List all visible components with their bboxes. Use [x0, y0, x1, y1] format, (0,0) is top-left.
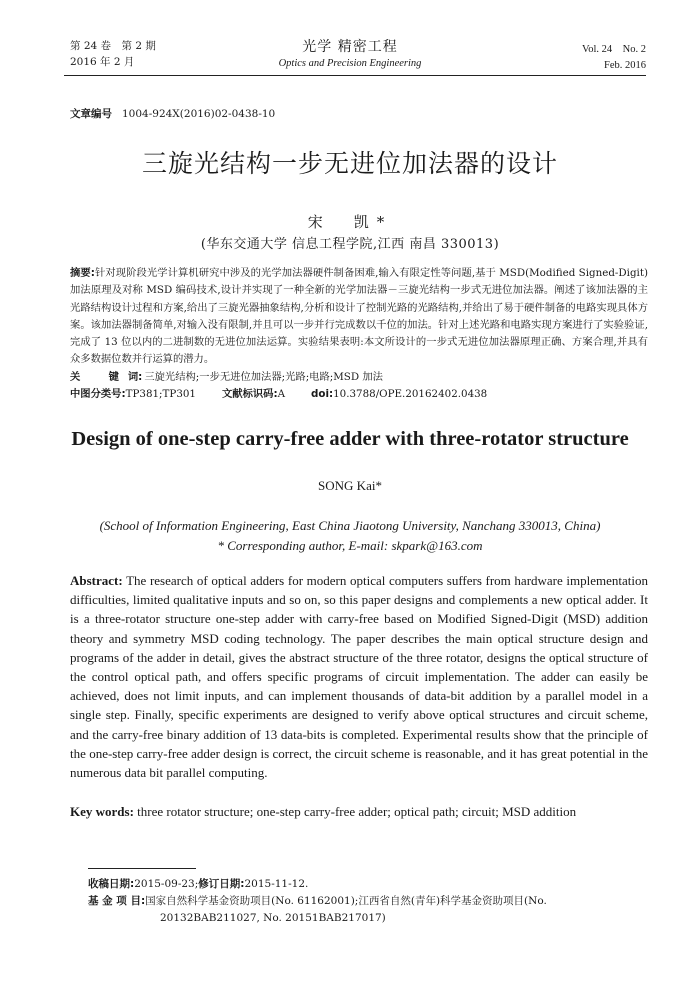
- footnote-funding: [88, 893, 648, 927]
- keywords-en-text: three rotator structure; one-step carry-free adder; optical path; circuit; MSD addition: [137, 804, 577, 819]
- revised-date-value: 2015-11-12.: [244, 878, 309, 890]
- received-date-label: 收稿日期:: [88, 878, 135, 890]
- keywords-en: [70, 802, 648, 821]
- article-id-label: 文章编号: [70, 108, 112, 120]
- header-volume-issue-en: Vol. 24 No. 2: [582, 44, 646, 55]
- title-en: Design of one-step carry-free adder with three-rotator structure: [71, 428, 629, 450]
- keywords-cn: [70, 369, 648, 386]
- author-cn: 宋 凯*: [307, 213, 393, 231]
- article-id-value: 1004-924X(2016)02-0438-10: [122, 108, 276, 120]
- abstract-cn-label: 摘要:: [70, 267, 95, 279]
- revised-date-label: 修订日期:: [198, 878, 245, 890]
- header-divider: [64, 75, 646, 76]
- funding-line-1: 国家自然科学基金资助项目(No. 61162001);江西省自然(青年)科学基金资助项目(No.: [145, 895, 547, 907]
- journal-name-cn: 光学 精密工程: [302, 39, 398, 55]
- abstract-cn-text: 针对现阶段光学计算机研究中涉及的光学加法器硬件制备困难,输入有限定性等问题,基于 MSD(Modified Signed-Digit)加法原理及对称 MSD 编码技术,设计并实现了一种全新的光学加法器－三旋光结构一步式无进位加法器。阐述了该加法器的主光路结构设计过程和方案,给出了三旋光器抽象结构,分析和设计了控制光路的光路结构,并给出了易于硬件制备的电路实现具体方案。该加法器制备简单,对输入没有限制,并且可以一步并行完成数以千位的加法。针对上述光路和电路实现方案进行了实验验证,完成了 13 位以内的二进制数的无进位加法运算。实验结果表明:本文所设计的一步式无进位加法器原理正确、方案合理,并具有众多数据位数并行运算的潜力。: [70, 267, 648, 366]
- title-cn: 三旋光结构一步无进位加法器的设计: [141, 149, 558, 178]
- header-date-cn: 2016 年 2 月: [70, 56, 135, 68]
- funding-line-2: 20132BAB211027, No. 20151BAB217017): [160, 912, 386, 924]
- keywords-cn-label: 关 键: [70, 371, 128, 383]
- classification-cn: [70, 386, 648, 403]
- doc-code-value: A: [277, 388, 286, 400]
- author-en: SONG Kai*: [318, 478, 382, 493]
- doi-label: doi:: [311, 388, 334, 400]
- clc-value: TP381;TP301: [125, 388, 196, 400]
- footnote-dates: [88, 876, 648, 893]
- keywords-cn-label-suffix: 词:: [127, 371, 143, 383]
- keywords-en-label: Key words:: [70, 804, 134, 819]
- abstract-en-label: Abstract:: [70, 573, 123, 588]
- affiliation-cn: (华东交通大学 信息工程学院,江西 南昌 330013): [200, 237, 500, 252]
- affiliation-en: [0, 516, 700, 556]
- corresponding-author-en: * Corresponding author, E-mail: skpark@163.com: [217, 538, 483, 553]
- header-volume-en: [582, 42, 646, 74]
- doi-value: 10.3788/OPE.20162402.0438: [333, 388, 488, 400]
- footnote-divider: [88, 868, 196, 869]
- header-date-en: Feb. 2016: [604, 60, 646, 71]
- abstract-cn: [70, 265, 648, 369]
- abstract-en: [70, 571, 648, 782]
- article-id: [70, 106, 275, 121]
- doc-code-label: 文献标识码:: [221, 388, 278, 400]
- received-date-value: 2015-09-23;: [134, 878, 199, 890]
- keywords-cn-text: 三旋光结构;一步无进位加法器;光路;电路;MSD 加法: [144, 371, 383, 383]
- affiliation-en-text: (School of Information Engineering, East China Jiaotong University, Nanchang 330013, China): [99, 518, 601, 533]
- header-volume-issue-cn: 第 24 卷 第 2 期: [70, 40, 156, 52]
- funding-label: 基 金 项 目:: [88, 895, 146, 907]
- clc-label: 中图分类号:: [70, 388, 126, 400]
- abstract-en-text: The research of optical adders for modern optical computers suffers from hardware implementation difficulties, limited qualitative inputs and so on, so this paper designs and complements a new optical adder. It is a three-rotator structure one-step adder with carry-free based on Modified Signed-Digit (MSD) addition theory and symmetry MSD coding technology. The paper describes the main optical structure design and programs of the adder in detail, gives the abstract structure of the three rotator, designs the optical structure of the control optical path, and offers specific programs of circuit implementation. The adder can easily be achieved, does not limit inputs, and can implement thousands of data-bit addition by a parallel model in a single step. Finally, specific experiments are designed to verify above optical structures and circuit scheme, and the carry-free binary addition of 13 data-bits is completed. Experimental results show that the principle of the one-step carry-free adder design is correct, the circuit scheme is reasonable, and it has great potential in the numerous data bit parallel computing.: [70, 573, 648, 781]
- journal-name-en: Optics and Precision Engineering: [278, 58, 422, 69]
